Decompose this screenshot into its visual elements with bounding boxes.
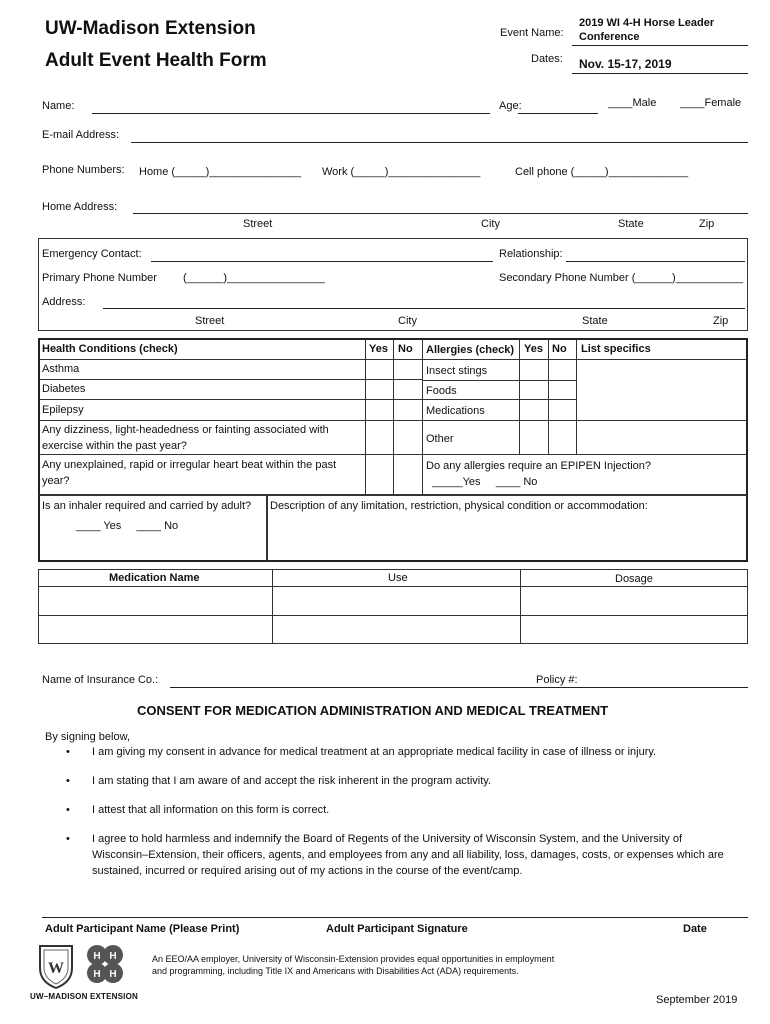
city-caption: City xyxy=(481,218,500,230)
form-title: Adult Event Health Form xyxy=(45,50,267,71)
e-city-caption: City xyxy=(398,315,417,327)
relationship-label: Relationship: xyxy=(499,248,563,260)
condition-epilepsy: Epilepsy xyxy=(42,404,84,416)
health-conditions-header: Health Conditions (check) xyxy=(42,343,178,355)
name-field[interactable] xyxy=(92,113,490,114)
svg-text:H: H xyxy=(93,951,101,962)
age-label: Age: xyxy=(499,100,522,112)
home-phone-field[interactable]: Home (_____)_______________ xyxy=(139,166,302,178)
emergency-address-field[interactable] xyxy=(103,308,745,309)
allergies-no-header: No xyxy=(552,343,567,355)
condition-dizziness-2: exercise within the past year? xyxy=(42,440,187,452)
condition-heartbeat-2: year? xyxy=(42,475,70,487)
emergency-contact-field[interactable] xyxy=(151,261,493,262)
dates-value: Nov. 15-17, 2019 xyxy=(579,57,672,71)
relationship-field[interactable] xyxy=(566,261,745,262)
allergy-foods: Foods xyxy=(426,385,457,397)
consent-item: • I agree to hold harmless and indemnify the Board of Regents of the University of Wisconsin System, and the University of Wisconsin–Extension, their officers, agents, and employees from any and all liability, loss, damages, costs, or expenses which are sustained, incurred or required arising out of my actions in the course of the event/camp. xyxy=(60,831,740,879)
consent-intro: By signing below, xyxy=(45,731,130,743)
svg-text:H: H xyxy=(109,951,117,962)
uw-crest-icon xyxy=(36,940,76,990)
eeo-line-2: and programming, including Title IX and Americans with Disabilities Act (ADA) requirements. xyxy=(152,966,519,976)
e-street-caption: Street xyxy=(195,315,225,327)
event-name-line xyxy=(572,45,748,46)
state-caption: State xyxy=(618,218,644,230)
primary-phone-label: Primary Phone Number xyxy=(42,272,157,284)
eeo-line-1: An EEO/AA employer, University of Wisconsin-Extension provides equal opportunities in employment xyxy=(152,954,555,964)
work-phone-field[interactable]: Work (_____)_______________ xyxy=(322,166,481,178)
event-name-value-2: Conference xyxy=(579,31,640,43)
condition-diabetes: Diabetes xyxy=(42,383,86,395)
email-label: E-mail Address: xyxy=(42,129,120,141)
primary-phone-field[interactable]: (______)________________ xyxy=(183,272,325,284)
condition-asthma: Asthma xyxy=(42,363,80,375)
inhaler-options[interactable]: ____ Yes ____ No xyxy=(76,520,179,532)
medication-name-header: Medication Name xyxy=(109,572,200,584)
org-title: UW-Madison Extension xyxy=(45,18,256,39)
allergy-other: Other xyxy=(426,433,454,445)
signature-line[interactable] xyxy=(42,917,748,918)
allergies-header: Allergies (check) xyxy=(426,344,515,356)
e-zip-caption: Zip xyxy=(713,315,729,327)
dates-line xyxy=(572,73,748,74)
insurance-label: Name of Insurance Co.: xyxy=(42,674,159,686)
secondary-phone-field[interactable]: Secondary Phone Number (______)___________ xyxy=(499,272,744,284)
male-option[interactable]: ____Male xyxy=(608,97,657,109)
epipen-options[interactable]: _____Yes ____ No xyxy=(432,476,538,488)
home-address-field[interactable] xyxy=(133,213,748,214)
allergies-yes-header: Yes xyxy=(524,343,543,355)
policy-label: Policy #: xyxy=(536,674,578,686)
conditions-yes-header: Yes xyxy=(369,343,388,355)
phone-label: Phone Numbers: xyxy=(42,164,125,176)
limitation-label: Description of any limitation, restriction, physical condition or accommodation: xyxy=(270,500,648,512)
svg-text:W: W xyxy=(48,960,64,977)
conditions-no-header: No xyxy=(398,343,413,355)
inhaler-question: Is an inhaler required and carried by adult? xyxy=(42,500,252,512)
consent-list xyxy=(60,744,740,879)
zip-caption: Zip xyxy=(699,218,715,230)
epipen-question: Do any allergies require an EPIPEN Injection? xyxy=(426,460,652,472)
event-name-value-1: 2019 WI 4-H Horse Leader xyxy=(579,17,715,29)
allergy-insect: Insect stings xyxy=(426,365,488,377)
cell-phone-field[interactable]: Cell phone (_____)_____________ xyxy=(515,166,689,178)
condition-dizziness: Any dizziness, light-headedness or fainting associated with xyxy=(42,424,329,436)
uw-logo-text: UW–MADISON EXTENSION xyxy=(30,992,139,1001)
emergency-section xyxy=(38,238,748,331)
signature-date-label: Date xyxy=(683,923,707,935)
consent-title: CONSENT FOR MEDICATION ADMINISTRATION AND MEDICAL TREATMENT xyxy=(137,703,609,718)
female-option[interactable]: ____Female xyxy=(680,97,742,109)
condition-heartbeat: Any unexplained, rapid or irregular heart beat within the past xyxy=(42,459,337,471)
consent-item: • I am stating that I am aware of and accept the risk inherent in the program activity. xyxy=(60,773,740,789)
consent-item: • I am giving my consent in advance for medical treatment at an appropriate medical facility in case of illness or injury. xyxy=(60,744,740,760)
email-field[interactable] xyxy=(131,142,748,143)
participant-signature-label: Adult Participant Signature xyxy=(326,923,468,935)
emergency-address-label: Address: xyxy=(42,296,86,308)
name-label: Name: xyxy=(42,100,75,112)
dates-label: Dates: xyxy=(531,53,563,65)
emergency-contact-label: Emergency Contact: xyxy=(42,248,142,260)
insurance-field[interactable] xyxy=(170,687,748,688)
revision-date: September 2019 xyxy=(656,994,738,1006)
event-name-label: Event Name: xyxy=(500,27,564,39)
medication-dosage-header: Dosage xyxy=(615,573,653,585)
street-caption: Street xyxy=(243,218,273,230)
home-address-label: Home Address: xyxy=(42,201,118,213)
svg-text:H: H xyxy=(93,969,101,980)
e-state-caption: State xyxy=(582,315,608,327)
svg-text:H: H xyxy=(109,969,117,980)
consent-item: • I attest that all information on this form is correct. xyxy=(60,802,740,818)
age-field[interactable] xyxy=(518,113,598,114)
participant-name-label: Adult Participant Name (Please Print) xyxy=(45,923,240,935)
medication-use-header: Use xyxy=(388,572,408,584)
allergy-medications: Medications xyxy=(426,405,485,417)
clover-icon xyxy=(80,940,130,990)
list-specifics-header: List specifics xyxy=(581,343,651,355)
